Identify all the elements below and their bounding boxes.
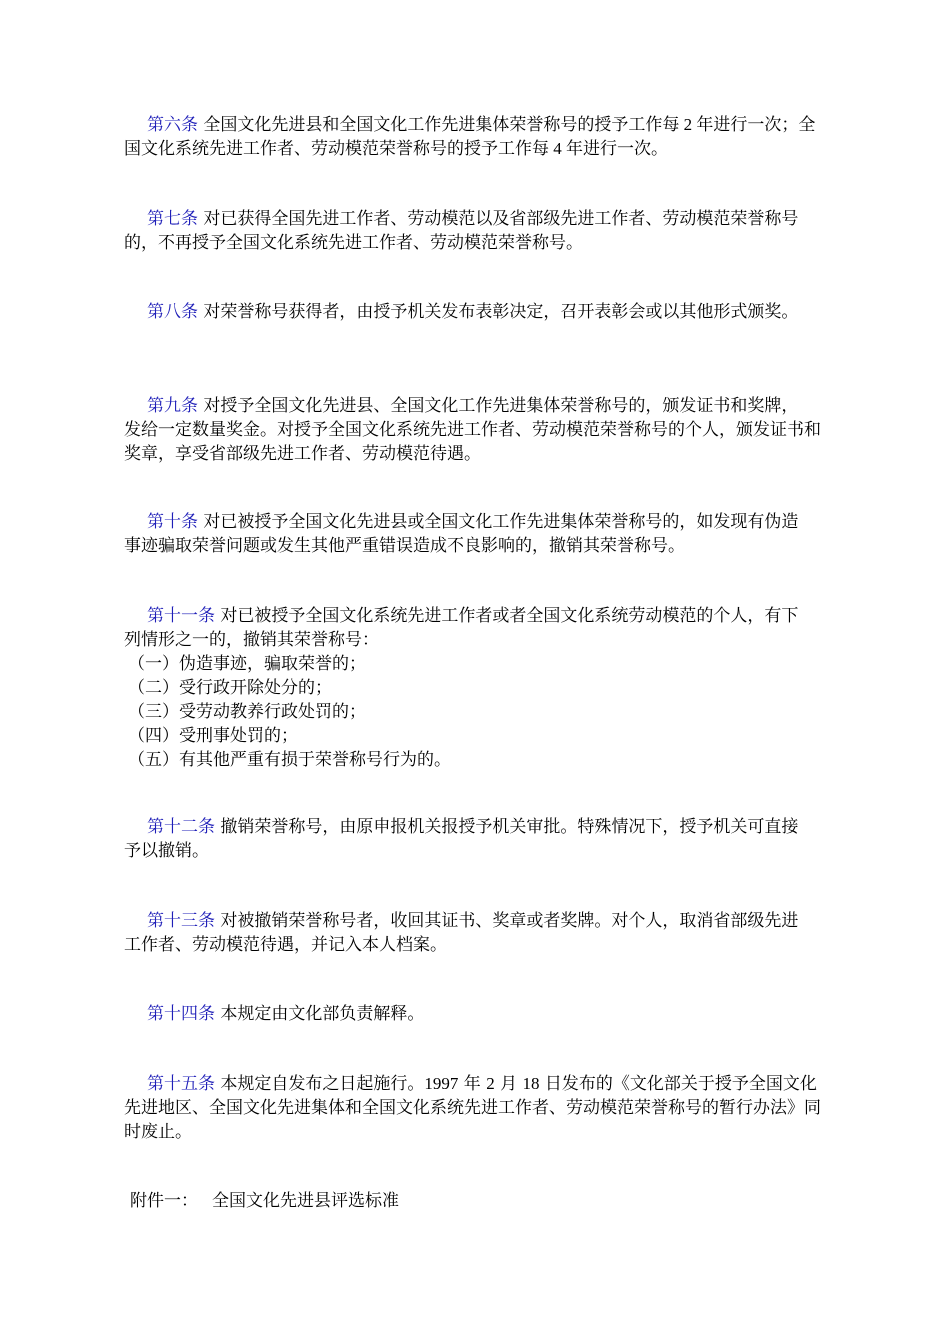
- annex-title: 全国文化先进县评选标准: [212, 1191, 399, 1211]
- article-10-label: 第十条: [147, 512, 198, 532]
- article-15-month: 2: [486, 1074, 495, 1093]
- article-9-text-rest2: 和奖章，享受省部级先进工作者、劳动模范待遇。: [124, 420, 821, 464]
- article-13-label: 第十三条: [147, 911, 215, 931]
- article-10: [124, 510, 836, 558]
- article-8: [124, 300, 836, 324]
- article-6-text-lead: 全国文化先进县和全国文化工作先进集体荣誉称号的授予工作每: [198, 115, 680, 135]
- article-15-text-t2: 月: [494, 1074, 523, 1094]
- article-7-text-lead: 对已获得全国先进工作者、劳动模范以及省部级先进工作者、劳动模范荣誉称号: [198, 209, 799, 229]
- article-11-item: （一）伪造事迹，骗取荣誉的；: [128, 654, 366, 674]
- article-8-label: 第八条: [147, 302, 198, 322]
- article-13: [124, 909, 836, 957]
- article-13-text-lead: 对被撤销荣誉称号者，收回其证书、奖章或者奖牌。对个人，取消省部级先进: [215, 911, 799, 931]
- article-9-text-rest: 发给一定数量奖金。对授予全国文化系统先进工作者、劳动模范荣誉称号的个人，颁发证书: [124, 420, 804, 440]
- article-11: [124, 604, 836, 772]
- article-11-text-rest: 列情形之一的，撤销其荣誉称号：: [124, 630, 379, 650]
- article-6-label: 第六条: [147, 115, 198, 135]
- article-15-text-t1: 年: [458, 1074, 487, 1094]
- article-10-text-lead: 对已被授予全国文化先进县或全国文化工作先进集体荣誉称号的，如发现有伪造: [198, 512, 799, 532]
- article-10-text-rest: 事迹骗取荣誉问题或发生其他严重错误造成不良影响的，撤销其荣誉称号。: [124, 536, 685, 556]
- article-11-label: 第十一条: [147, 606, 215, 626]
- article-6-text-rest: 国文化系统先进工作者、劳动模范荣誉称号的授予工作每: [124, 139, 549, 159]
- article-6-text-mid: 年进行一次；全: [696, 115, 816, 135]
- article-12-label: 第十二条: [147, 817, 215, 837]
- article-6-text-tail: 年进行一次。: [566, 139, 668, 159]
- article-7-text-rest: 的，不再授予全国文化系统先进工作者、劳动模范荣誉称号。: [124, 233, 583, 253]
- annex-label: 附件一：: [130, 1191, 198, 1211]
- article-6-num-4: 4: [549, 139, 566, 158]
- article-13-text-rest: 工作者、劳动模范待遇，并记入本人档案。: [124, 935, 447, 955]
- article-11-item: （四）受刑事处罚的；: [128, 726, 298, 746]
- article-8-text-lead: 对荣誉称号获得者，由授予机关发布表彰决定，召开表彰会或以其他形式颁奖。: [198, 302, 799, 322]
- article-15-text-rest: 先进地区、全国文化先进集体和全国文化系统先进工作者、劳动模范荣誉称号的暂行办法》: [124, 1098, 804, 1118]
- article-7-label: 第七条: [147, 209, 198, 229]
- article-15-year: 1997: [424, 1074, 459, 1093]
- article-11-text-lead: 对已被授予全国文化系统先进工作者或者全国文化系统劳动模范的个人，有下: [215, 606, 799, 626]
- article-11-item: （二）受行政开除处分的；: [128, 678, 332, 698]
- article-15-text-rest2: 同时废止。: [124, 1098, 821, 1142]
- article-14-label: 第十四条: [147, 1004, 215, 1024]
- article-12-text-lead: 撤销荣誉称号，由原申报机关报授予机关审批。特殊情况下，授予机关可直接: [215, 817, 799, 837]
- article-6: [124, 113, 836, 161]
- article-15: [124, 1072, 836, 1144]
- article-15-text-t3: 日发布的《文化部关于授予全国文化: [539, 1074, 817, 1094]
- article-15-text-lead: 本规定自发布之日起施行。: [215, 1074, 425, 1094]
- article-11-item: （五）有其他严重有损于荣誉称号行为的。: [128, 750, 451, 770]
- article-12: [124, 815, 836, 863]
- article-15-day: 18: [522, 1074, 540, 1093]
- article-14: [124, 1002, 836, 1026]
- article-9-label: 第九条: [147, 396, 198, 416]
- article-12-text-rest: 予以撤销。: [124, 841, 209, 861]
- article-11-item: （三）受劳动教养行政处罚的；: [128, 702, 366, 722]
- article-15-label: 第十五条: [147, 1074, 215, 1094]
- article-14-text-lead: 本规定由文化部负责解释。: [215, 1004, 425, 1024]
- annex-heading: [130, 1189, 399, 1213]
- article-9: [124, 394, 836, 466]
- article-7: [124, 207, 836, 255]
- article-9-text-lead: 对授予全国文化先进县、全国文化工作先进集体荣誉称号的，颁发证书和奖牌，: [198, 396, 799, 416]
- article-6-num-2: 2: [679, 115, 697, 134]
